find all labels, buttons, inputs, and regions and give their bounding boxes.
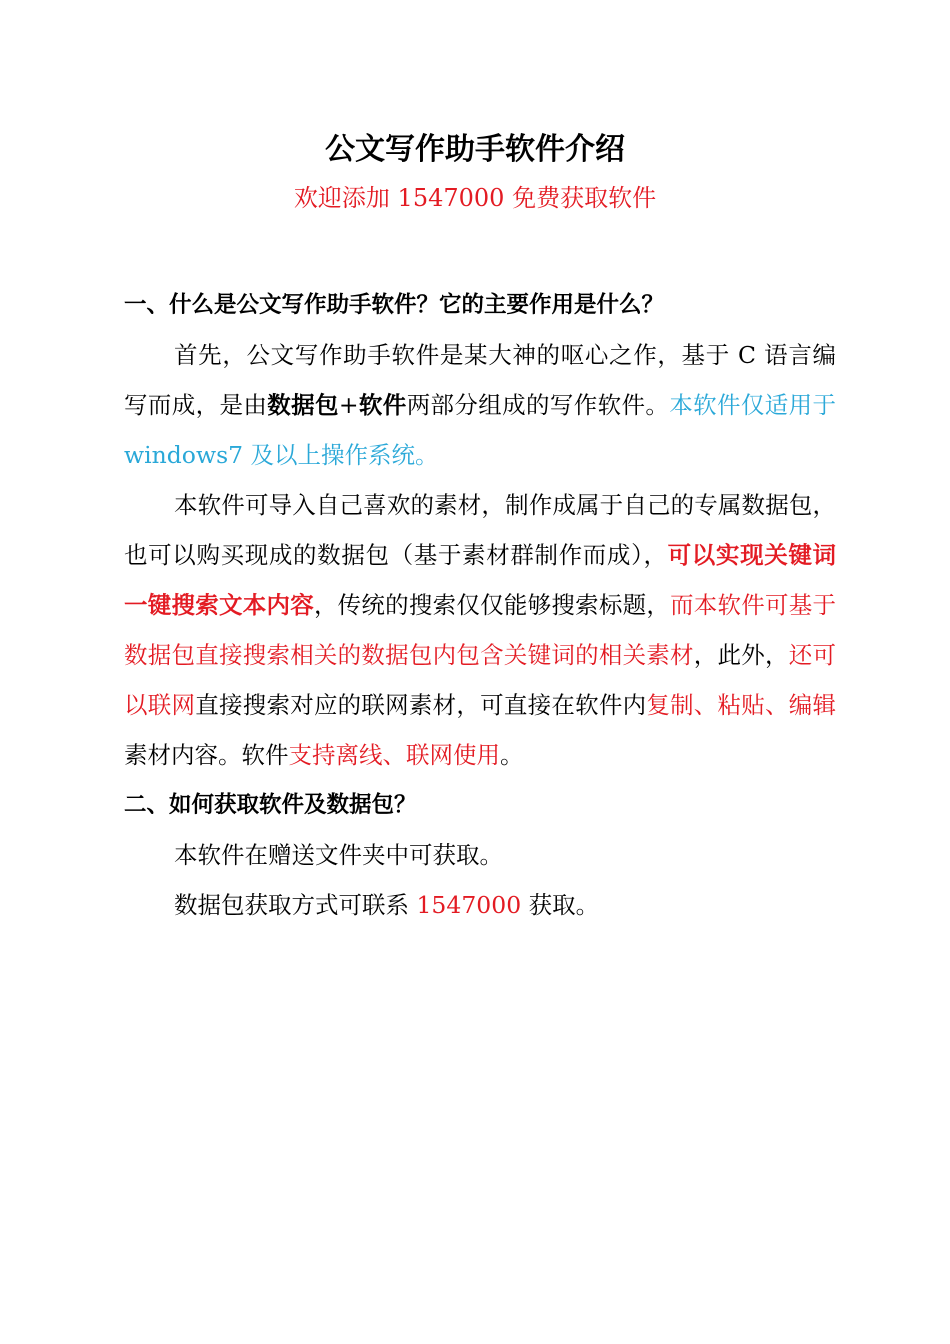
text-span: ，此外， xyxy=(693,641,789,669)
text-span: 首先，公文写作助手软件是某大神的呕心之作，基于 C 语言编写而成，是由 xyxy=(124,341,836,419)
document-body xyxy=(124,280,836,930)
text-span: 数据包获取方式可联系 xyxy=(174,891,417,919)
section-1-heading: 一、什么是公文写作助手软件？它的主要作用是什么？ xyxy=(124,292,665,318)
bold-text-span: 数据包 xyxy=(267,391,339,419)
section-1-paragraph-1 xyxy=(124,330,836,480)
highlight-text-span: 而本软件可基于数据包直接搜索相关的数据包内包含关键词的相关素材 xyxy=(124,591,837,669)
text-span: ，传统的搜索仅仅能够搜索标题， xyxy=(313,591,671,619)
section-2-heading: 二、如何获取软件及数据包？ xyxy=(124,792,417,818)
page-subtitle: 欢迎添加 1547000 免费获取软件 xyxy=(293,184,657,212)
text-span: 素材内容。软件 xyxy=(124,741,289,769)
section-2-paragraph-2 xyxy=(124,880,836,930)
text-span: 两部分组成的写作软件。 xyxy=(406,391,670,419)
contact-number: 1547000 xyxy=(416,891,522,919)
section-2-paragraph-1: 本软件在赠送文件夹中可获取。 xyxy=(174,841,503,869)
section-1-paragraph-2 xyxy=(124,480,836,780)
text-span: 获取。 xyxy=(521,891,600,919)
text-span: 。 xyxy=(500,741,524,769)
text-span: 本软件可导入自己喜欢的素材，制作成属于自己的专属数据包，也可以购买现成的数据包（基于素材群制作而成）， xyxy=(124,491,836,569)
page-title: 公文写作助手软件介绍 xyxy=(325,132,625,167)
bold-text-span: 软件 xyxy=(358,391,407,419)
text-span: + xyxy=(338,391,359,419)
highlight-text-span: 支持离线、联网使用 xyxy=(288,741,500,769)
highlight-bold-text-span: 可以实现关键词一键搜索文本内容 xyxy=(124,541,837,619)
text-span: 直接搜索对应的联网素材，可直接在软件内 xyxy=(195,691,647,719)
highlight-text-span: 复制、粘贴、编辑 xyxy=(646,691,837,719)
highlight-text-span: 还可以联网 xyxy=(124,641,837,719)
highlight-text-span: 本软件仅适用于 windows7 及以上操作系统。 xyxy=(124,391,837,469)
